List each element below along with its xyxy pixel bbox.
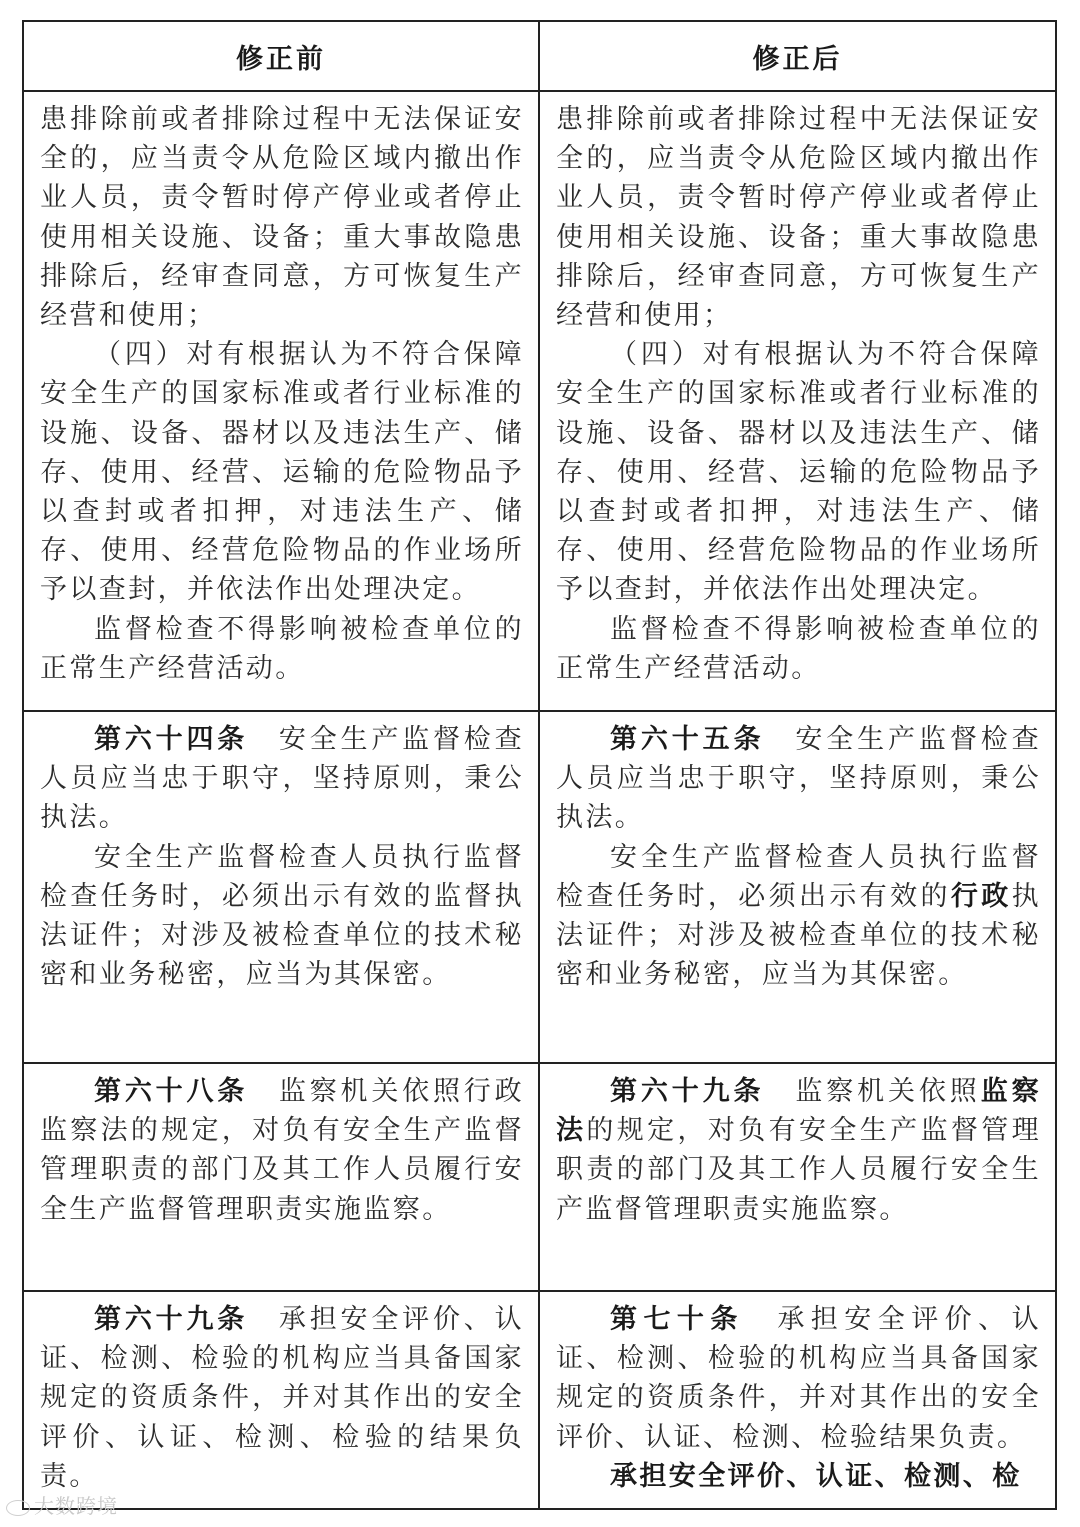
after-cell [540, 1292, 1055, 1508]
table-row [24, 1292, 1055, 1508]
clause-paragraph: 第七十条 承担安全评价、认证、检测、检验的机构应当具备国家规定的资质条件，并对其作出的安全评价、认证、检测、检验结果负责。 [556, 1304, 1041, 1453]
watermark-logo-icon [6, 1500, 30, 1516]
after-cell [540, 92, 1055, 710]
table-row [24, 712, 1055, 1064]
before-cell [24, 1292, 540, 1508]
clause-paragraph: 第六十九条 承担安全评价、认证、检测、检验的机构应当具备国家规定的资质条件，并对其作出的安全评价、认证、检测、检验的结果负责。 [40, 1304, 524, 1492]
table-row [24, 1064, 1055, 1292]
article-number: 第七十条 [610, 1304, 744, 1335]
clause-paragraph: （四）对有根据认为不符合保障安全生产的国家标准或者行业标准的设施、设备、器材以及违法生产、储存、使用、经营、运输的危险物品予以查封或者扣押，对违法生产、储存、使用、经营危险物品的作业场所予以查封，并依法作出处理决定。 [40, 339, 524, 606]
before-cell [24, 92, 540, 710]
header-after-label: 修正后 [752, 43, 843, 75]
amended-text: 行政 [950, 880, 1012, 912]
clause-paragraph: 第六十四条 安全生产监督检查人员应当忠于职守，坚持原则，秉公执法。 [40, 724, 524, 834]
header-before-label: 修正前 [236, 43, 326, 75]
article-number: 第六十五条 [610, 724, 765, 755]
table-header-row [24, 22, 1055, 92]
before-cell [24, 1064, 540, 1290]
clause-paragraph: 安全生产监督检查人员执行监督检查任务时，必须出示有效的行政执法证件；对涉及被检查单位的技术秘密和业务秘密，应当为其保密。 [556, 841, 1041, 991]
clause-paragraph: 监督检查不得影响被检查单位的正常生产经营活动。 [40, 613, 524, 684]
clause-paragraph: （四）对有根据认为不符合保障安全生产的国家标准或者行业标准的设施、设备、器材以及违法生产、储存、使用、经营、运输的危险物品予以查封或者扣押，对违法生产、储存、使用、经营危险物品的作业场所予以查封，并依法作出处理决定。 [556, 339, 1041, 606]
clause-paragraph: 第六十九条 监察机关依照监察法的规定，对负有安全生产监督管理职责的部门及其工作人员履行安全生产监督管理职责实施监察。 [556, 1076, 1041, 1225]
header-after-cell [540, 22, 1055, 90]
watermark: 大数跨境 [6, 1490, 118, 1519]
clause-paragraph: 患排除前或者排除过程中无法保证安全的，应当责令从危险区域内撤出作业人员，责令暂时停产停业或者停止使用相关设施、设备；重大事故隐患排除后，经审查同意，方可恢复生产经营和使用； [556, 104, 1041, 332]
article-number: 第六十八条 [94, 1076, 249, 1107]
amended-paragraph: 承担安全评价、认证、检测、检 [610, 1460, 1022, 1492]
comparison-table [22, 20, 1057, 1510]
before-cell [24, 712, 540, 1062]
amended-text: 监察法 [556, 1076, 1041, 1147]
clause-paragraph: 监督检查不得影响被检查单位的正常生产经营活动。 [556, 613, 1041, 684]
clause-paragraph: 安全生产监督检查人员执行监督检查任务时，必须出示有效的监督执法证件；对涉及被检查单位的技术秘密和业务秘密，应当为其保密。 [40, 841, 524, 991]
after-cell [540, 712, 1055, 1062]
table-row [24, 92, 1055, 712]
article-number: 第六十九条 [610, 1076, 765, 1107]
clause-paragraph: 患排除前或者排除过程中无法保证安全的，应当责令从危险区域内撤出作业人员，责令暂时停产停业或者停止使用相关设施、设备；重大事故隐患排除后，经审查同意，方可恢复生产经营和使用； [40, 104, 524, 332]
article-number: 第六十四条 [94, 724, 249, 755]
article-number: 第六十九条 [94, 1304, 249, 1335]
after-cell [540, 1064, 1055, 1290]
clause-paragraph: 第六十八条 监察机关依照行政监察法的规定，对负有安全生产监督管理职责的部门及其工作人员履行安全生产监督管理职责实施监察。 [40, 1076, 524, 1225]
clause-paragraph: 第六十五条 安全生产监督检查人员应当忠于职守，坚持原则，秉公执法。 [556, 724, 1042, 834]
header-before-cell [24, 22, 540, 90]
